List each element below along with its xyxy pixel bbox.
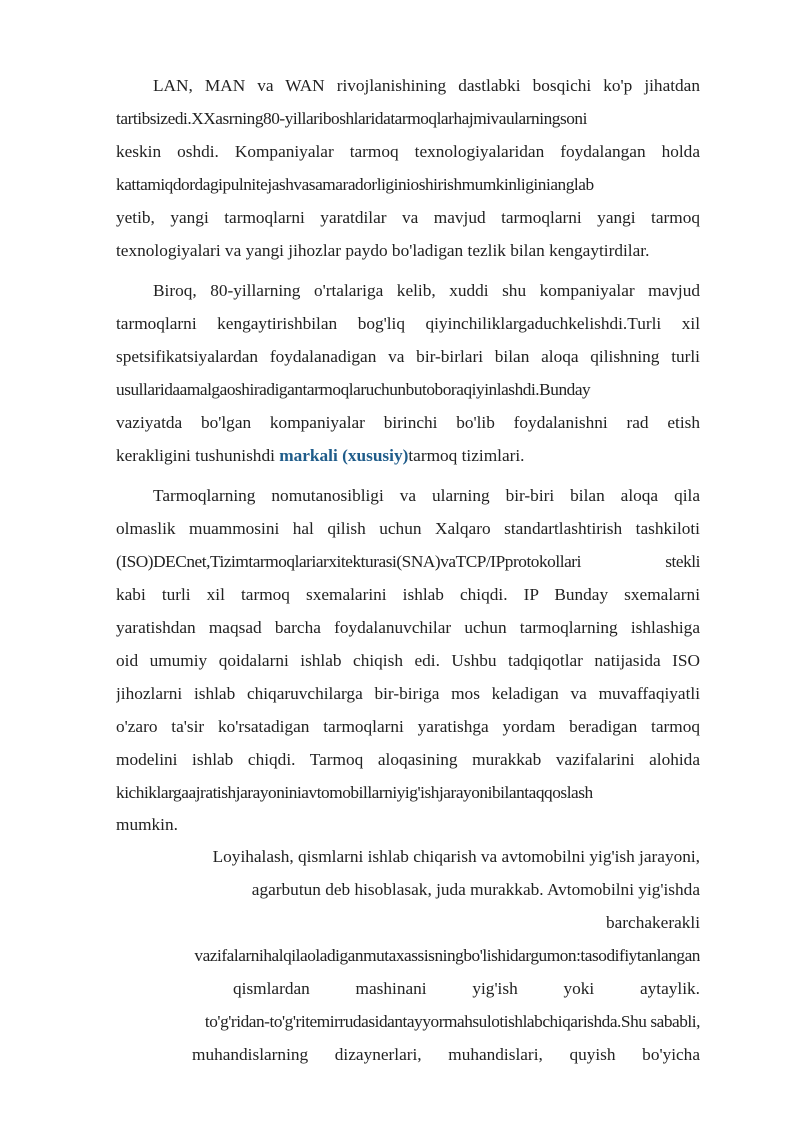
paragraph-line: modelini ishlab chiqdi. Tarmoq aloqasining murakkab vazifalarini alohida — [116, 750, 700, 769]
paragraph-line: yaratishdan maqsad barcha foydalanuvchilar uchun tarmoqlarning ishlashiga — [116, 618, 700, 637]
paragraph-line: usullaridaamalgaoshiradigantarmoqlaruchunbutoboraqiyinlashdi.Bunday — [116, 380, 591, 399]
paragraph-line: Loyihalash, qismlarni ishlab chiqarish va avtomobilni yig'ish jarayoni, — [212, 847, 700, 866]
paragraph-line: o'zaro ta'sir ko'rsatadigan tarmoqlarni yaratishga yordam beradigan tarmoq — [116, 717, 700, 736]
paragraph-line: LAN, MAN va WAN rivojlanishining dastlabki bosqichi ko'p jihatdan — [153, 76, 700, 95]
paragraph-line: olmaslik muammosini hal qilish uchun Xalqaro standartlashtirish tashkiloti — [116, 519, 700, 538]
paragraph-line: (ISO)DECnet,Tizimtarmoqlariarxitekturasi(SNA)vaTCP/IPprotokollari stekli — [116, 552, 700, 571]
paragraph-line: muhandislarning dizaynerlari, muhandislari, quyish bo'yicha — [192, 1045, 700, 1064]
paragraph-line: keskin oshdi. Kompaniyalar tarmoq texnologiyalaridan foydalangan holda — [116, 142, 700, 161]
paragraph-line: kichiklargaajratishjarayoniniavtomobillarniyig'ishjarayonibilantaqqoslash — [116, 783, 593, 802]
paragraph-line: vazifalarnihalqilaoladiganmutaxassisningbo'lishidargumon:tasodifiytanlangan — [194, 946, 700, 965]
paragraph-line: tarmoqlarni kengaytirishbilan bog'liq qiyinchiliklargaduchkelishdi.Turli xil — [116, 314, 700, 333]
paragraph-text: tarmoq tizimlari. — [408, 446, 525, 465]
paragraph-line: oid umumiy qoidalarni ishlab chiqish edi. Ushbu tadqiqotlar natijasida ISO — [116, 651, 700, 670]
paragraph-line: mumkin. — [116, 815, 178, 834]
paragraph-line: to'g'ridan-to'g'ritemirrudasidantayyormahsulotishlabchiqarishda.Shu sababli, — [204, 1012, 700, 1031]
paragraph-line: tartibsizedi.XXasrning80-yillariboshlaridatarmoqlarhajmivaularningsoni — [116, 109, 587, 128]
paragraph-line: Tarmoqlarning nomutanosibligi va ularning bir-biri bilan aloqa qila — [153, 486, 700, 505]
paragraph-line: barchakerakli — [605, 913, 700, 932]
highlighted-term: markali (xususiy) — [279, 446, 409, 465]
paragraph-text: kerakligini tushunishdi — [116, 446, 280, 465]
paragraph-line: jihozlarni ishlab chiqaruvchilarga bir-biriga mos keladigan va muvaffaqiyatli — [116, 684, 700, 703]
paragraph-line: kattamiqdordagipulnitejashvasamaradorliginioshirishmumkinliginianglab — [116, 175, 594, 194]
paragraph-line: agarbutun deb hisoblasak, juda murakkab. Avtomobilni yig'ishda — [251, 880, 700, 899]
paragraph-line: texnologiyalari va yangi jihozlar paydo bo'ladigan tezlik bilan kengaytirdilar. — [116, 241, 650, 260]
paragraph-line — [116, 446, 700, 468]
paragraph-line: spetsifikatsiyalardan foydalanadigan va bir-birlari bilan aloqa qilishning turli — [116, 347, 700, 366]
paragraph-line: qismlardan mashinani yig'ish yoki aytaylik. — [233, 979, 700, 998]
paragraph-line: kabi turli xil tarmoq sxemalarini ishlab chiqdi. IP Bunday sxemalarni — [116, 585, 700, 604]
paragraph-line: yetib, yangi tarmoqlarni yaratdilar va mavjud tarmoqlarni yangi tarmoq — [116, 208, 700, 227]
paragraph-line: Biroq, 80-yillarning o'rtalariga kelib, xuddi shu kompaniyalar mavjud — [153, 281, 700, 300]
paragraph-line: vaziyatda bo'lgan kompaniyalar birinchi bo'lib foydalanishni rad etish — [116, 413, 700, 432]
